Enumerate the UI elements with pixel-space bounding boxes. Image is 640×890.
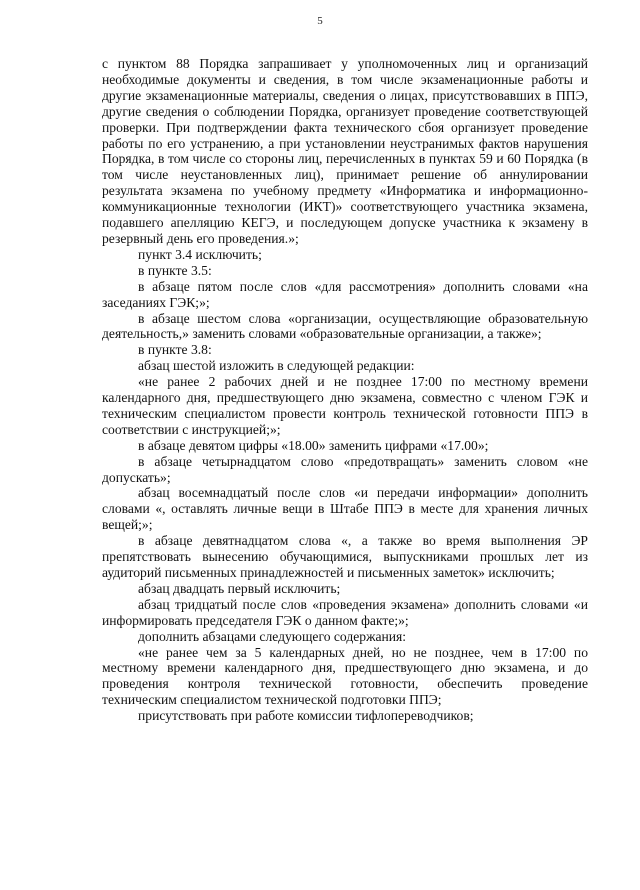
paragraph-item-3-4: пункт 3.4 исключить; [138,246,262,262]
paragraph-abzac-6-edit: абзац шестой изложить в следующей редакции: [138,358,415,374]
paragraph-abzac-6: в абзаце шестом слова «организации, осуществляющие образовательную деятельность,» заменить словами «образовательные организации, а также»; [102,310,588,342]
paragraph-typhlo-commission: присутствовать при работе комиссии тифлопереводчиков; [138,708,474,724]
paragraph-abzac-19: в абзаце девятнадцатом слова «, а также во время выполнения ЭР препятствовать вынесению обучающимися, выпускниками прошлых лет из аудиторий письменных принадлежностей и письменных заметок» исключить; [102,533,588,580]
paragraph-quote-preparation: «не ранее чем за 5 календарных дней, но не позднее, чем в 17:00 по местному времени календарного дня, предшествующего дню экзамена, и до проведения контроля технической готовности, обеспечить проведение техническим специалистом технической подготовки ППЭ; [102,644,588,708]
paragraph-item-3-8: в пункте 3.8: [138,342,212,358]
paragraph-item-3-5: в пункте 3.5: [138,262,212,278]
paragraph-abzac-14: в абзаце четырнадцатом слово «предотвращать» заменить словом «не допускать»; [102,453,588,485]
paragraph-abzac-21: абзац двадцать первый исключить; [138,580,341,596]
paragraph-abzac-18: абзац восемнадцатый после слов «и передачи информации» дополнить словами «, оставлять личные вещи в Штабе ППЭ в месте для хранения личных вещей;»; [102,485,588,533]
paragraph-abzac-5: в абзаце пятом после слов «для рассмотрения» дополнить словами «на заседаниях ГЭК;»; [102,278,588,310]
paragraph-continuation: с пунктом 88 Порядка запрашивает у уполномоченных лиц и организаций необходимые документы и сведения, в том числе экзаменационные работы и другие экзаменационные материалы, сведения о лицах, присутствовавших в ППЭ, другие сведения о соблюдении Порядка, организует проведение соответствующей проверки. При подтверждении факта технического сбоя организует проведение работы по его устранению, а при установлении неустранимых фактов нарушения Порядка, в том числе со стороны лиц, перечисленных в пунктах 59 и 60 Порядка (в том числе неустановленных лиц), принимает решение об аннулировании результата экзамена по учебному предмету «Информатика и информационно-коммуникационные технологии (ИКТ)» соответствующего участника экзамена, подавшего апелляцию КЕГЭ, и последующем допуске участника к экзамену в резервный день его проведения.»; [102,56,588,246]
page-number: 5 [317,15,323,27]
paragraph-abzac-30: абзац тридцатый после слов «проведения экзамена» дополнить словами «и информировать председателя ГЭК о данном факте;»; [102,596,588,628]
paragraph-add-abzacs: дополнить абзацами следующего содержания: [138,628,407,644]
paragraph-quote-readiness: «не ранее 2 рабочих дней и не позднее 17:00 по местному времени календарного дня, предшествующего дню экзамена, совместно с членом ГЭК и техническим специалистом провести контроль технической готовности ППЭ в соответствии с инструкцией;»; [102,374,588,437]
document-body [102,56,588,724]
paragraph-abzac-9: в абзаце девятом цифры «18.00» заменить цифрами «17.00»; [138,437,489,453]
